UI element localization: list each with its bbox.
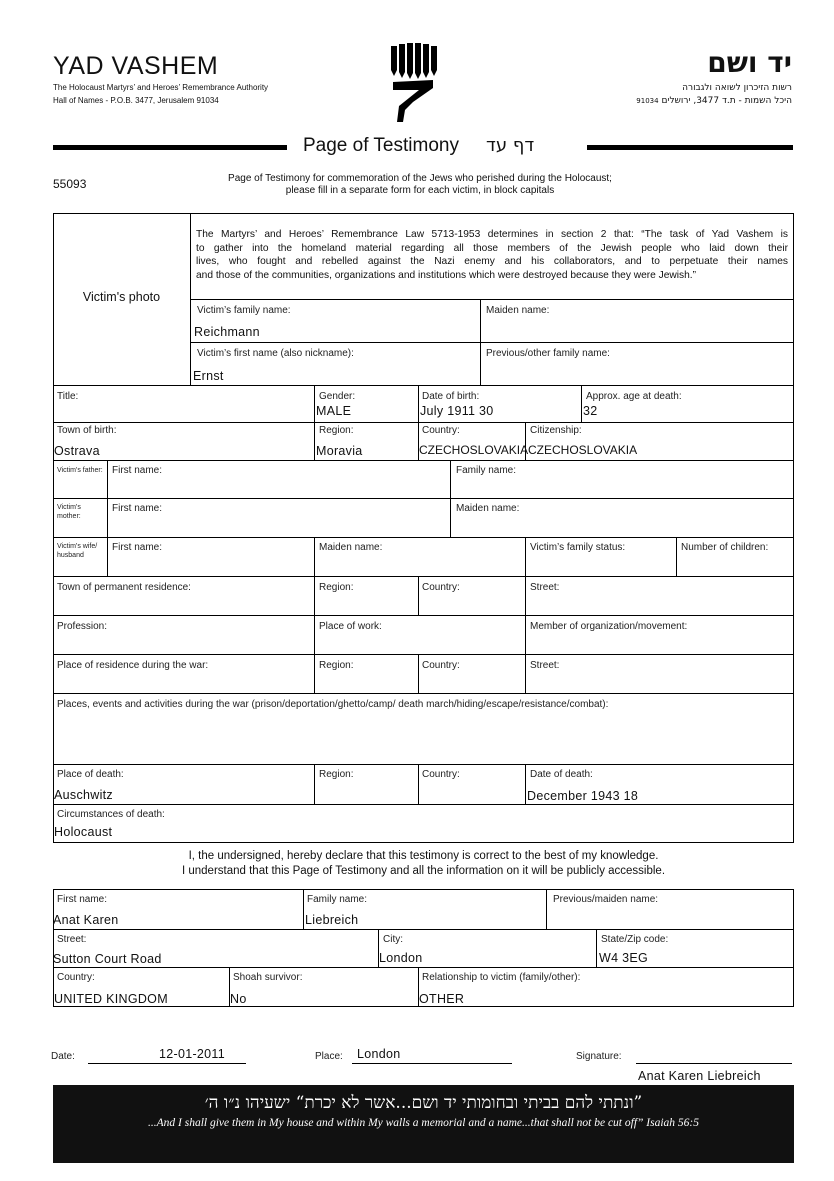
heb-org-line2-text: היכל השמות - ת.ד 3477, ירושלים	[661, 96, 792, 106]
victim-family-name-label: Victim’s family name:	[197, 305, 291, 316]
heb-zip: 91034	[636, 97, 659, 105]
survivor-field[interactable]: No	[230, 992, 247, 1006]
victim-dob-field[interactable]: July 1911 30	[420, 404, 494, 418]
place-field[interactable]: London	[357, 1047, 401, 1061]
submitter-country-field[interactable]: UNITED KINGDOM	[54, 992, 168, 1006]
survivor-label: Shoah survivor:	[233, 972, 303, 983]
father-first-name-label: First name:	[112, 465, 163, 476]
page-title: Page of Testimony	[303, 135, 459, 156]
instructions-line2: please fill in a separate form for each victim, in block capitals	[285, 185, 555, 196]
birth-country-field[interactable]: CZECHOSLOVAKIA	[419, 443, 529, 457]
title-bar-left	[53, 145, 287, 150]
spouse-first-name-label: First name:	[112, 542, 163, 553]
submitter-family-name-label: Family name:	[307, 894, 368, 905]
mother-label: Victim’s mother:	[57, 504, 81, 520]
victim-photo-placeholder[interactable]: Victim's photo	[82, 290, 161, 304]
submitter-country-label: Country:	[57, 972, 95, 983]
submitter-family-name-field[interactable]: Liebreich	[305, 913, 359, 927]
law-text-line: The Martyrs’ and Heroes’ Remembrance Law 5713-1953 determines in section 2 that: “The task of Yad Vashem is	[196, 229, 788, 240]
organization-label: Member of organization/movement:	[530, 621, 688, 632]
victim-prev-family-label: Previous/other family name:	[486, 348, 610, 359]
victim-gender-label: Gender:	[319, 391, 356, 402]
yad-vashem-logo	[385, 40, 445, 132]
submitter-city-label: City:	[383, 934, 403, 945]
war-region-label: Region:	[319, 660, 354, 671]
law-text-line: to gather into the homeland material regarding all those members of the Jewish people who laid down their	[196, 242, 788, 254]
victim-gender-field[interactable]: MALE	[316, 404, 352, 418]
mother-maiden-name-label: Maiden name:	[456, 503, 520, 514]
banner-english: ...And I shall give them in My house and within My walls a memorial and a name...that shall not be cut off” Isaiah 56:5	[148, 1117, 699, 1129]
death-date-label: Date of death:	[530, 769, 593, 780]
quote-banner	[53, 1085, 794, 1163]
victim-family-name-field[interactable]: Reichmann	[194, 325, 260, 339]
citizenship-label: Citizenship:	[530, 425, 582, 436]
form-border-main	[53, 213, 794, 843]
children-label: Number of children:	[681, 542, 769, 553]
date-field[interactable]: 12-01-2011	[159, 1047, 226, 1061]
place-label: Place:	[315, 1051, 343, 1062]
submitter-street-field[interactable]: Sutton Court Road	[53, 952, 162, 966]
death-country-label: Country:	[422, 769, 460, 780]
submitter-zip-label: State/Zip code:	[601, 934, 669, 945]
submitter-first-name-field[interactable]: Anat Karen	[53, 913, 119, 927]
victim-age-label: Approx. age at death:	[586, 391, 682, 402]
town-birth-field[interactable]: Ostrava	[54, 444, 100, 458]
banner-hebrew: ”ונתתי להם בביתי ובחומותי יד ושם...אשר לא יכרת“ ישעיהו נ״ו ה׳	[204, 1093, 643, 1113]
spouse-maiden-name-label: Maiden name:	[319, 542, 383, 553]
victim-age-field[interactable]: 32	[583, 404, 598, 418]
father-family-name-label: Family name:	[456, 465, 517, 476]
form-border-submitter	[53, 889, 794, 1007]
heb-org-line1: רשות הזיכרון לשואה ולגבורה	[682, 83, 792, 93]
law-text	[196, 228, 788, 282]
title-bar-right	[587, 145, 793, 150]
submitter-city-field[interactable]: London	[379, 951, 423, 965]
citizenship-field[interactable]: CZECHOSLOVAKIA	[528, 443, 638, 457]
heb-page-title: דף עד	[486, 135, 535, 156]
signature-label: Signature:	[576, 1051, 622, 1062]
victim-maiden-name-label: Maiden name:	[486, 305, 550, 316]
war-street-label: Street:	[530, 660, 560, 671]
residence-street-label: Street:	[530, 582, 560, 593]
residence-town-label: Town of permanent residence:	[57, 582, 191, 593]
father-label: Victim’s father:	[57, 467, 103, 474]
victim-first-name-field[interactable]: Ernst	[193, 369, 224, 383]
residence-region-label: Region:	[319, 582, 354, 593]
date-label: Date:	[51, 1051, 75, 1062]
war-country-label: Country:	[422, 660, 460, 671]
org-line1: The Holocaust Martyrs’ and Heroes’ Remembrance Authority	[53, 83, 269, 92]
org-name: YAD VASHEM	[53, 52, 219, 80]
residence-country-label: Country:	[422, 582, 460, 593]
heb-org-line2	[636, 96, 792, 106]
declaration-line2: I understand that this Page of Testimony and all the information on it will be publicly accessible.	[181, 865, 666, 877]
town-birth-label: Town of birth:	[57, 425, 117, 436]
mother-first-name-label: First name:	[112, 503, 163, 514]
declaration-line1: I, the undersigned, hereby declare that this testimony is correct to the best of my knowledge.	[188, 850, 659, 862]
death-date-field[interactable]: December 1943 18	[527, 789, 639, 803]
submitter-prev-name-label: Previous/maiden name:	[553, 894, 659, 905]
death-place-field[interactable]: Auschwitz	[54, 788, 113, 802]
victim-first-name-label: Victim’s first name (also nickname):	[197, 348, 354, 359]
victim-dob-label: Date of birth:	[422, 391, 480, 402]
victim-title-label: Title:	[57, 391, 79, 402]
birth-region-label: Region:	[319, 425, 354, 436]
signature-name: Anat Karen Liebreich	[638, 1069, 761, 1083]
war-places-label: Places, events and activities during the war (prison/deportation/ghetto/camp/ death march/hiding/escape/resistance/combat):	[57, 699, 609, 710]
death-circumstances-field[interactable]: Holocaust	[54, 825, 113, 839]
profession-label: Profession:	[57, 621, 108, 632]
death-region-label: Region:	[319, 769, 354, 780]
work-place-label: Place of work:	[319, 621, 382, 632]
birth-country-label: Country:	[422, 425, 460, 436]
death-circumstances-label: Circumstances of death:	[57, 809, 165, 820]
war-residence-label: Place of residence during the war:	[57, 660, 209, 671]
org-line2: Hall of Names - P.O.B. 3477, Jerusalem 91034	[53, 96, 219, 105]
relationship-field[interactable]: OTHER	[419, 992, 465, 1006]
instructions-line1: Page of Testimony for commemoration of the Jews who perished during the Holocaust;	[228, 173, 612, 184]
relationship-label: Relationship to victim (family/other):	[422, 972, 581, 983]
submitter-first-name-label: First name:	[57, 894, 108, 905]
birth-region-field[interactable]: Moravia	[316, 444, 363, 458]
family-status-label: Victim’s family status:	[530, 542, 626, 553]
spouse-label: Victim’s wife/ husband	[57, 543, 98, 559]
submitter-zip-field[interactable]: W4 3EG	[599, 951, 649, 965]
death-place-label: Place of death:	[57, 769, 124, 780]
heb-org-name: יד ושם	[707, 46, 792, 79]
law-text-line: and those of the communities, organizations and institutions which were destroyed because they were Jewish.”	[196, 269, 697, 281]
submitter-street-label: Street:	[57, 934, 87, 945]
law-text-line: lives, who fought and rebelled against the Nazi enemy and his collaborators, and to perpetuate their names	[196, 256, 788, 267]
page-number: 55093	[53, 177, 87, 191]
